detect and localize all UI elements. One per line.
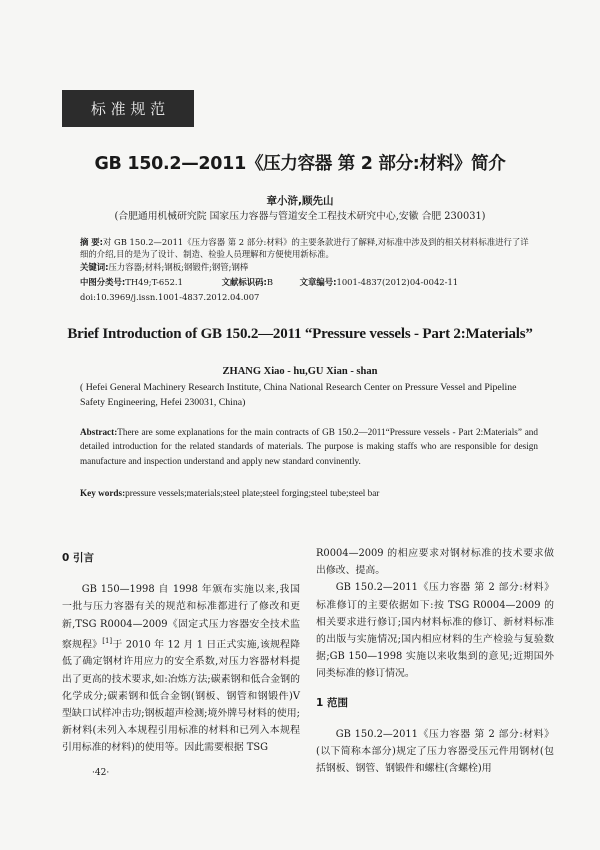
chinese-affiliation: (合肥通用机械研究院 国家压力容器与管道安全工程技术研究中心,安徽 合肥 230031)	[114, 211, 486, 222]
basis-paragraph: GB 150.2—2011《压力容器 第 2 部分:材料》标准修订的主要依据如下:按 TSG R0004—2009 的相关要求进行修订;国内材料标准的修订、新材料标准的出版与实施情况;国内相应材料的生产检验与复验数据;GB 150—1998 实施以来收集到的意见;近期国外同类标准的修订情况。	[316, 582, 554, 680]
article-number-label: 文章编号:	[299, 277, 337, 287]
chinese-authors: 章小浒,顾先山	[266, 195, 334, 207]
page-number: ·42·	[92, 768, 110, 778]
clc-label: 中图分类号:	[80, 277, 126, 287]
english-keywords-label: Key words:	[80, 488, 126, 498]
scope-paragraph: GB 150.2—2011《压力容器 第 2 部分:材料》(以下简称本部分)规定了压力容器受压元件用钢材(包括钢板、钢管、钢锻件和螺柱(含螺栓)用	[316, 728, 554, 775]
chinese-abstract	[80, 236, 534, 261]
english-keywords	[80, 488, 538, 498]
section-0-heading: 0 引言	[62, 552, 94, 564]
chinese-abstract-text: 对 GB 150.2—2011《压力容器 第 2 部分:材料》的主要条款进行了解释,对标准中涉及到的相关材料标准进行了详细的介绍,目的是为了设计、制造、检验人员理解和方便使用新标准。	[80, 237, 529, 260]
chinese-title: GB 150.2—2011《压力容器 第 2 部分:材料》简介	[94, 154, 506, 174]
doc-code-value: B	[266, 277, 273, 287]
english-abstract-text: There are some explanations for the main contracts of GB 150.2—2011“Pressure vessels - Part 2:Materials” and detailed introduction for the related standards of materials. The purpose is making staffs who are responsible for design manufacture and inspection understand and apply new standard convinently.	[80, 427, 538, 466]
section-0-text-b: 于 2010 年 12 月 1 日正式实施,该规程降低了确定钢材许用应力的安全系数,对压力容器材料提出了更高的技术要求,如:冶炼方法;碳素钢和低合金钢的化学成分;碳素钢和低合金钢(钢板、钢管和钢锻件)V 型缺口试样冲击功;钢板超声检测;境外牌号材料的使用;新材料(未列入本规程引用标准的材料和已列入本规程引用标准的材料)的使用等。因此需要根据 TSG	[62, 639, 300, 754]
chinese-keywords-text: 压力容器;材料;钢板;钢锻件;钢管;钢棒	[108, 262, 249, 272]
doi: doi:10.3969/j.issn.1001-4837.2012.04.007	[80, 292, 260, 302]
reference-1: [1]	[102, 636, 113, 645]
doc-code-label: 文献标识码:	[221, 277, 267, 287]
section-1-heading: 1 范围	[316, 696, 348, 709]
english-authors: ZHANG Xiao - hu,GU Xian - shan	[222, 366, 378, 377]
section-0-text-a: GB 150—1998 自 1998 年颁布实施以来,我国一批与压力容器有关的规范和标准都进行了修改和更新,TSG R0004—2009《固定式压力容器安全技术监察规程》	[62, 584, 300, 651]
section-0-paragraph	[62, 581, 300, 756]
english-abstract	[80, 425, 538, 468]
chinese-keywords	[80, 261, 534, 273]
english-title: Brief Introduction of GB 150.2—2011 “Pressure vessels - Part 2:Materials”	[67, 326, 533, 342]
continued-paragraph: R0004—2009 的相应要求对钢材标准的技术要求做出修改、提高。	[316, 548, 554, 577]
chinese-abstract-label: 摘 要:	[80, 237, 104, 247]
clc-value: TH49;T-652.1	[125, 277, 183, 287]
chinese-classification	[80, 276, 534, 288]
english-keywords-text: pressure vessels;materials;steel plate;steel forging;steel tube;steel bar	[125, 488, 380, 498]
english-abstract-label: Abstract:	[80, 427, 118, 437]
chinese-keywords-label: 关键词:	[80, 262, 109, 272]
english-affiliation: ( Hefei General Machinery Research Institute, China National Research Center on Pressure Vessel and Pipeline Safety Engineering, Hefei 230031, China)	[80, 382, 517, 408]
section-tag: 标 准 规 范	[62, 90, 194, 127]
right-column	[316, 545, 554, 777]
left-column	[62, 550, 300, 757]
article-number-value: 1001-4837(2012)04-0042-11	[336, 277, 459, 287]
